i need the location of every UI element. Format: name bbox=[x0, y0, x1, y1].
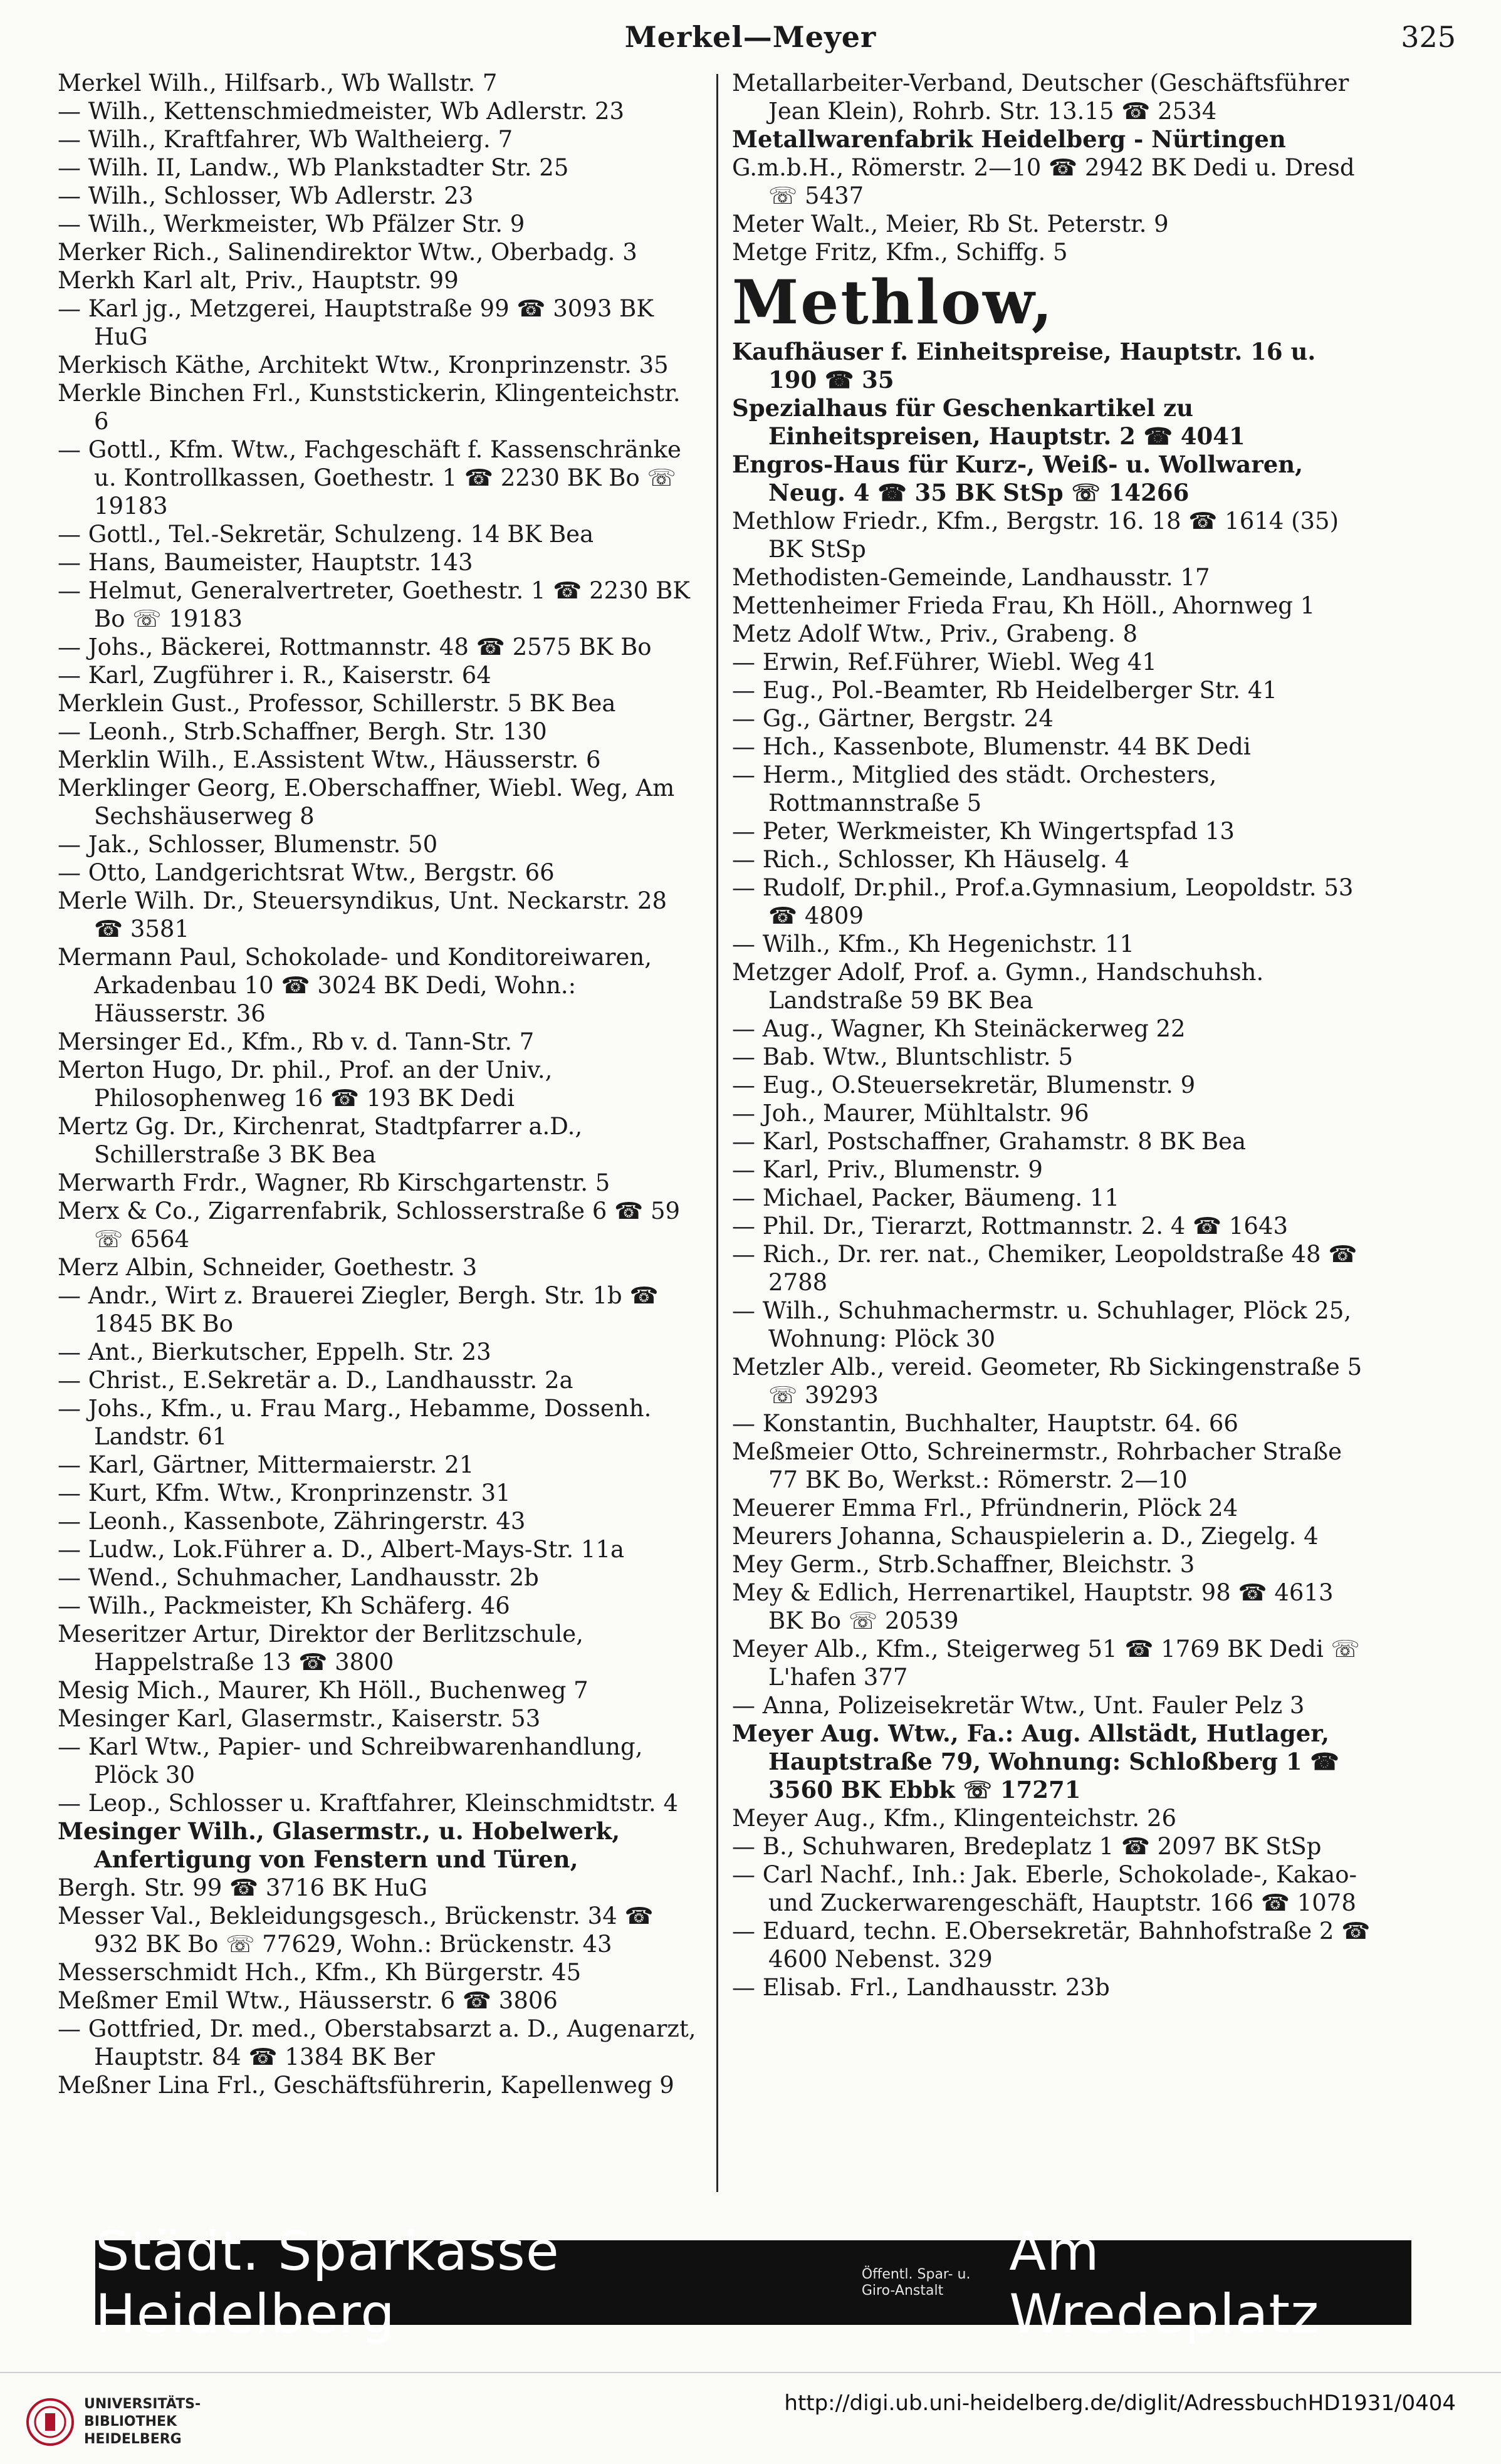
directory-entry: — Gottl., Tel.-Sekretär, Schulzeng. 14 BK Bea bbox=[58, 521, 594, 548]
directory-entry: — Leonh., Strb.Schaffner, Bergh. Str. 130 bbox=[58, 718, 547, 745]
directory-entry: — Michael, Packer, Bäumeng. 11 bbox=[732, 1184, 1119, 1211]
directory-entry: — Ant., Bierkutscher, Eppelh. Str. 23 bbox=[58, 1339, 491, 1365]
directory-entry: — Karl jg., Metzgerei, Hauptstraße 99 ☎ 3093 BK HuG bbox=[58, 295, 654, 350]
directory-entry: — Ludw., Lok.Führer a. D., Albert-Mays-Str. 11a bbox=[58, 1536, 625, 1563]
directory-entry: Mersinger Ed., Kfm., Rb v. d. Tann-Str. 7 bbox=[58, 1028, 535, 1055]
ad-right-text: Am Wredeplatz bbox=[1009, 2220, 1320, 2346]
directory-entry: — Gottfried, Dr. med., Oberstabsarzt a. D., Augenarzt, Hauptstr. 84 ☎ 1384 BK Ber bbox=[58, 2015, 696, 2070]
directory-entry: — Rich., Dr. rer. nat., Chemiker, Leopoldstraße 48 ☎ 2788 bbox=[732, 1241, 1357, 1296]
directory-entry: Merx & Co., Zigarrenfabrik, Schlosserstraße 6 ☎ 59 ☏ 6564 bbox=[58, 1198, 681, 1253]
directory-entry: — Leop., Schlosser u. Kraftfahrer, Kleinschmidtstr. 4 bbox=[58, 1790, 679, 1817]
directory-entry: — Johs., Kfm., u. Frau Marg., Hebamme, Dossenh. Landstr. 61 bbox=[58, 1395, 652, 1450]
directory-entry: G.m.b.H., Römerstr. 2—10 ☎ 2942 BK Dedi u. Dresd ☏ 5437 bbox=[732, 154, 1355, 209]
directory-entry: — Andr., Wirt z. Brauerei Ziegler, Bergh. Str. 1b ☎ 1845 BK Bo bbox=[58, 1282, 659, 1337]
directory-entry: — Johs., Bäckerei, Rottmannstr. 48 ☎ 2575 BK Bo bbox=[58, 634, 652, 660]
directory-entry: Messer Val., Bekleidungsgesch., Brückenstr. 34 ☎ 932 BK Bo ☏ 77629, Wohn.: Brückenstr. 43 bbox=[58, 1903, 654, 1958]
directory-entry: — Karl, Zugführer i. R., Kaiserstr. 64 bbox=[58, 662, 491, 689]
directory-entry: Mey Germ., Strb.Schaffner, Bleichstr. 3 bbox=[732, 1551, 1195, 1578]
directory-entry: — Gg., Gärtner, Bergstr. 24 bbox=[732, 705, 1054, 732]
directory-entry: — Gottl., Kfm. Wtw., Fachgeschäft f. Kassenschränke u. Kontrollkassen, Goethestr. 1 ☎ 2230 BK Bo ☏ 19183 bbox=[58, 436, 681, 519]
left-column bbox=[58, 69, 697, 2174]
library-name bbox=[84, 2396, 201, 2448]
directory-entry: — Christ., E.Sekretär a. D., Landhausstr. 2a bbox=[58, 1367, 573, 1394]
directory-entry: — Eug., O.Steuersekretär, Blumenstr. 9 bbox=[732, 1072, 1196, 1099]
directory-entry: Mertz Gg. Dr., Kirchenrat, Stadtpfarrer a.D., Schillerstraße 3 BK Bea bbox=[58, 1113, 583, 1168]
ad-left-text: Städt. Sparkasse Heidelberg bbox=[95, 2220, 560, 2346]
directory-entry: — Anna, Polizeisekretär Wtw., Unt. Fauler Pelz 3 bbox=[732, 1692, 1305, 1719]
directory-entry: Engros-Haus für Kurz-, Weiß- u. Wollwaren, Neug. 4 ☎ 35 BK StSp ☏ 14266 bbox=[732, 451, 1304, 506]
directory-entry: — Kurt, Kfm. Wtw., Kronprinzenstr. 31 bbox=[58, 1480, 511, 1506]
directory-entry: Meuerer Emma Frl., Pfründnerin, Plöck 24 bbox=[732, 1495, 1238, 1522]
directory-entry: Metzler Alb., vereid. Geometer, Rb Sickingenstraße 5 ☏ 39293 bbox=[732, 1354, 1362, 1409]
directory-entry: — Hch., Kassenbote, Blumenstr. 44 BK Dedi bbox=[732, 733, 1251, 760]
directory-entry: — Wilh. II, Landw., Wb Plankstadter Str. 25 bbox=[58, 154, 569, 181]
directory-entry: Mey & Edlich, Herrenartikel, Hauptstr. 98 ☎ 4613 BK Bo ☏ 20539 bbox=[732, 1579, 1334, 1634]
directory-entry: — Aug., Wagner, Kh Steinäckerweg 22 bbox=[732, 1015, 1186, 1042]
directory-entry: Mettenheimer Frieda Frau, Kh Höll., Ahornweg 1 bbox=[732, 592, 1315, 619]
directory-entry: — Wilh., Schlosser, Wb Adlerstr. 23 bbox=[58, 182, 474, 209]
directory-entry: Messerschmidt Hch., Kfm., Kh Bürgerstr. 45 bbox=[58, 1959, 582, 1986]
directory-entry: — Karl, Gärtner, Mittermaierstr. 21 bbox=[58, 1451, 474, 1478]
directory-entry: — Joh., Maurer, Mühltalstr. 96 bbox=[732, 1100, 1089, 1127]
directory-entry: Merkel Wilh., Hilfsarb., Wb Wallstr. 7 bbox=[58, 70, 498, 97]
firm-heading: Methlow, bbox=[732, 267, 1055, 338]
directory-entry: — Carl Nachf., Inh.: Jak. Eberle, Schokolade-, Kakao- und Zuckerwarengeschäft, Hauptstr. 166 ☎ 1078 bbox=[732, 1861, 1357, 1916]
directory-entry: — Bab. Wtw., Bluntschlistr. 5 bbox=[732, 1043, 1073, 1070]
directory-entry: Merker Rich., Salinendirektor Wtw., Oberbadg. 3 bbox=[58, 239, 637, 266]
directory-entry: Methlow Friedr., Kfm., Bergstr. 16. 18 ☎ 1614 (35) BK StSp bbox=[732, 508, 1339, 563]
library-logo[interactable] bbox=[25, 2391, 238, 2453]
directory-entry: — Leonh., Kassenbote, Zähringerstr. 43 bbox=[58, 1508, 526, 1535]
sparkasse-advertisement bbox=[95, 2220, 1411, 2346]
directory-entry: — Eduard, techn. E.Obersekretär, Bahnhofstraße 2 ☎ 4600 Nebenst. 329 bbox=[732, 1918, 1371, 1973]
directory-entry: Meßmeier Otto, Schreinermstr., Rohrbacher Straße 77 BK Bo, Werkst.: Römerstr. 2—10 bbox=[732, 1438, 1342, 1493]
page-number: 325 bbox=[1401, 20, 1456, 54]
directory-entry: Metzger Adolf, Prof. a. Gymn., Handschuhsh. Landstraße 59 BK Bea bbox=[732, 959, 1264, 1014]
directory-entry: — Peter, Werkmeister, Kh Wingertspfad 13 bbox=[732, 818, 1235, 845]
column-divider bbox=[716, 74, 718, 2192]
directory-entry: Meter Walt., Meier, Rb St. Peterstr. 9 bbox=[732, 211, 1169, 238]
ad-small-line: Öffentl. Spar- u. bbox=[861, 2266, 971, 2282]
directory-entry: Mesinger Karl, Glasermstr., Kaiserstr. 53 bbox=[58, 1705, 541, 1732]
directory-entry: — Wilh., Werkmeister, Wb Pfälzer Str. 9 bbox=[58, 211, 525, 238]
source-url-link[interactable]: http://digi.ub.uni-heidelberg.de/diglit/AdressbuchHD1931/0404 bbox=[784, 2391, 1456, 2416]
directory-entry: Merkh Karl alt, Priv., Hauptstr. 99 bbox=[58, 267, 459, 294]
directory-entry: — Rich., Schlosser, Kh Häuselg. 4 bbox=[732, 846, 1130, 873]
directory-entry: Merz Albin, Schneider, Goethestr. 3 bbox=[58, 1254, 478, 1281]
footer-divider bbox=[0, 2372, 1501, 2373]
directory-entry: — Elisab. Frl., Landhausstr. 23b bbox=[732, 1974, 1110, 2001]
directory-entry: — Karl, Postschaffner, Grahamstr. 8 BK Bea bbox=[732, 1128, 1247, 1155]
ad-small-line: Giro-Anstalt bbox=[861, 2282, 944, 2299]
directory-entry: — Wilh., Kraftfahrer, Wb Waltheierg. 7 bbox=[58, 126, 513, 153]
directory-entry: Merkle Binchen Frl., Kunststickerin, Klingenteichstr. 6 bbox=[58, 380, 681, 435]
directory-entry: Merton Hugo, Dr. phil., Prof. an der Univ., Philosophenweg 16 ☎ 193 BK Dedi bbox=[58, 1057, 553, 1112]
library-seal-icon bbox=[25, 2397, 75, 2447]
library-name-line: BIBLIOTHEK bbox=[84, 2414, 177, 2430]
directory-entry: — Hans, Baumeister, Hauptstr. 143 bbox=[58, 549, 473, 576]
directory-entry: — Herm., Mitglied des städt. Orchesters, Rottmannstraße 5 bbox=[732, 761, 1217, 817]
directory-entry: Merklin Wilh., E.Assistent Wtw., Häusserstr. 6 bbox=[58, 746, 601, 773]
directory-entry: Merklinger Georg, E.Oberschaffner, Wiebl. Weg, Am Sechshäuserweg 8 bbox=[58, 775, 675, 830]
directory-entry: — Jak., Schlosser, Blumenstr. 50 bbox=[58, 831, 438, 858]
directory-entry: — Wend., Schuhmacher, Landhausstr. 2b bbox=[58, 1564, 539, 1591]
directory-entry: — Helmut, Generalvertreter, Goethestr. 1 ☎ 2230 BK Bo ☏ 19183 bbox=[58, 577, 690, 632]
directory-entry: Metallwarenfabrik Heidelberg - Nürtingen bbox=[732, 125, 1286, 153]
directory-entry: — B., Schuhwaren, Bredeplatz 1 ☎ 2097 BK StSp bbox=[732, 1833, 1322, 1860]
directory-entry: — Otto, Landgerichtsrat Wtw., Bergstr. 66 bbox=[58, 859, 555, 886]
directory-entry: Merklein Gust., Professor, Schillerstr. 5 BK Bea bbox=[58, 690, 616, 717]
directory-entry: Spezialhaus für Geschenkartikel zu Einheitspreisen, Hauptstr. 2 ☎ 4041 bbox=[732, 394, 1245, 450]
library-name-line: UNIVERSITÄTS- bbox=[84, 2396, 201, 2412]
directory-entry: Meyer Alb., Kfm., Steigerweg 51 ☎ 1769 BK Dedi ☏ L'hafen 377 bbox=[732, 1636, 1360, 1691]
directory-entry: Meurers Johanna, Schauspielerin a. D., Ziegelg. 4 bbox=[732, 1523, 1319, 1550]
directory-entry: Meyer Aug. Wtw., Fa.: Aug. Allstädt, Hutlager, Hauptstraße 79, Wohnung: Schloßberg 1 ☎ 3560 BK Ebbk ☏ 17271 bbox=[732, 1720, 1339, 1804]
directory-entry: Metallarbeiter-Verband, Deutscher (Geschäftsführer Jean Klein), Rohrb. Str. 13.15 ☎ 2534 bbox=[732, 70, 1349, 125]
ad-small-text bbox=[862, 2267, 994, 2299]
directory-entry: — Eug., Pol.-Beamter, Rb Heidelberger Str. 41 bbox=[732, 677, 1277, 704]
directory-entry: Merwarth Frdr., Wagner, Rb Kirschgartenstr. 5 bbox=[58, 1169, 610, 1196]
directory-entry: Meseritzer Artur, Direktor der Berlitzschule, Happelstraße 13 ☎ 3800 bbox=[58, 1621, 583, 1676]
directory-entry: — Konstantin, Buchhalter, Hauptstr. 64. 66 bbox=[732, 1410, 1238, 1437]
directory-entry: Metge Fritz, Kfm., Schiffg. 5 bbox=[732, 239, 1068, 266]
directory-entry: Methodisten-Gemeinde, Landhausstr. 17 bbox=[732, 564, 1210, 591]
directory-entry: Merkisch Käthe, Architekt Wtw., Kronprinzenstr. 35 bbox=[58, 352, 669, 378]
directory-entry: — Wilh., Kettenschmiedmeister, Wb Adlerstr. 23 bbox=[58, 98, 625, 125]
directory-entry: — Wilh., Packmeister, Kh Schäferg. 46 bbox=[58, 1592, 510, 1619]
directory-entry: Bergh. Str. 99 ☎ 3716 BK HuG bbox=[58, 1874, 428, 1901]
directory-entry: Merle Wilh. Dr., Steuersyndikus, Unt. Neckarstr. 28 ☎ 3581 bbox=[58, 887, 667, 942]
library-name-line: HEIDELBERG bbox=[84, 2431, 182, 2447]
directory-entry: — Rudolf, Dr.phil., Prof.a.Gymnasium, Leopoldstr. 53 ☎ 4809 bbox=[732, 874, 1354, 929]
directory-entry: Mermann Paul, Schokolade- und Konditoreiwaren, Arkadenbau 10 ☎ 3024 BK Dedi, Wohn.: Häusserstr. 36 bbox=[58, 944, 652, 1027]
directory-entry: — Phil. Dr., Tierarzt, Rottmannstr. 2. 4 ☎ 1643 bbox=[732, 1213, 1289, 1240]
directory-entry: Mesinger Wilh., Glasermstr., u. Hobelwerk, Anfertigung von Fenstern und Türen, bbox=[58, 1817, 620, 1873]
directory-entry: — Wilh., Schuhmachermstr. u. Schuhlager, Plöck 25, Wohnung: Plöck 30 bbox=[732, 1297, 1352, 1352]
directory-entry: Meyer Aug., Kfm., Klingenteichstr. 26 bbox=[732, 1805, 1177, 1832]
directory-entry: — Erwin, Ref.Führer, Wiebl. Weg 41 bbox=[732, 649, 1157, 676]
right-column bbox=[732, 69, 1371, 2174]
directory-entry: — Wilh., Kfm., Kh Hegenichstr. 11 bbox=[732, 931, 1134, 958]
directory-entry: Meßmer Emil Wtw., Häusserstr. 6 ☎ 3806 bbox=[58, 1987, 558, 2014]
running-head bbox=[0, 14, 1501, 58]
directory-entry: Kaufhäuser f. Einheitspreise, Hauptstr. 16 u. 190 ☎ 35 bbox=[732, 338, 1316, 394]
directory-entry: — Karl, Priv., Blumenstr. 9 bbox=[732, 1156, 1043, 1183]
directory-entry: Mesig Mich., Maurer, Kh Höll., Buchenweg 7 bbox=[58, 1677, 588, 1704]
directory-entry: Meßner Lina Frl., Geschäftsführerin, Kapellenweg 9 bbox=[58, 2072, 674, 2099]
directory-entry: Metz Adolf Wtw., Priv., Grabeng. 8 bbox=[732, 620, 1138, 647]
directory-entry: — Karl Wtw., Papier- und Schreibwarenhandlung, Plöck 30 bbox=[58, 1733, 643, 1788]
running-title: Merkel—Meyer bbox=[624, 20, 877, 54]
